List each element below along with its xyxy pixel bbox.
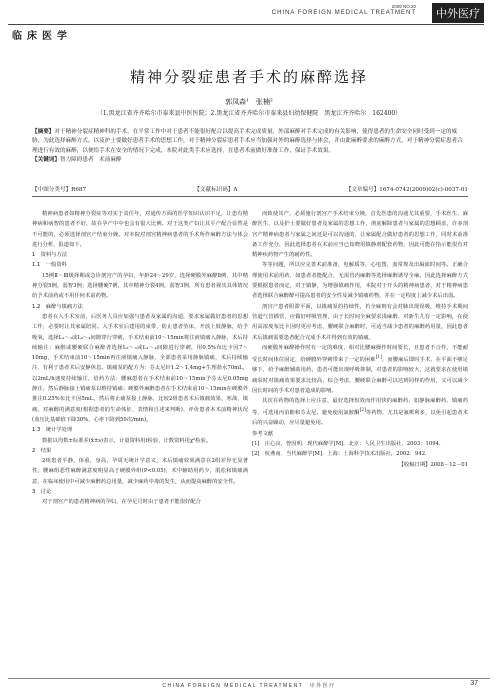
section-label: 临床医学 [12, 31, 72, 42]
body-column-right [252, 209, 468, 470]
article-number: 【文章编号】1674-0742(2009)02(c)-0037-01 [345, 187, 468, 193]
journal-name-en: CHINA FOREIGN MEDICAL TREATMENT [271, 10, 416, 16]
keywords-text: 智力障碍患者 术前麻醉 [59, 157, 122, 164]
section-heading: 1.2 麻醉与镇痛方法 [32, 303, 83, 310]
abstract-block [32, 128, 468, 166]
article-authors: 郭凤森¹ 张楠² [225, 98, 273, 106]
body-paragraph: 数据以均数±标准差(x̄±s)表示，计量资料用t检验，计数资料用χ²检验。 [42, 437, 212, 444]
document-code: 【文献标识码】A [194, 187, 238, 193]
journal-header [0, 0, 498, 40]
body-paragraph: 2组患者平静，体重，身高，孕周无统计学意义，术后镇痛效果满意在2组差异无显著性，腰麻组恶性麻醉满意度明显高于硬膜外组(P<0.05)，术中辅助用药少，肌松和镇痛满意，在临床使用中可减少麻醉药总用量，减少麻药中毒的发生，从而提高麻醉的安全性。 [32, 458, 248, 485]
article-title: 精神分裂症患者手术的麻醉选择 [129, 68, 368, 86]
author-affiliation: （1.黑龙江省齐齐哈尔市泰来县中医医院；2.黑龙江省齐齐哈尔市泰来县妇幼保健院 黑龙江齐齐哈尔 162400） [96, 110, 402, 117]
body-column-left [32, 209, 248, 508]
meta-divider [32, 196, 468, 197]
section-heading: 3 讨论 [32, 489, 52, 496]
section-heading: 1.3 统计学处理 [32, 427, 73, 434]
body-paragraph: 而硬膜外麻醉操作时有一定的难度，相对比腰麻操作时间要长，且患者不合作，不能耐受长时间体位固定，给硬膜外穿刺带来了一定的困难[1]，而腰麻后即时手术，在平面不够足够下，给予麻醉辅助用药，患者可能出现呼吸抑制，对患者的影响较大，这就要求在使用镇痛泵时对镇痛效果要求比较高，综合考虑，腰硬联合麻醉可以达到同样的作用，又可以减少因长时间的手术对患者造成的影响。 [252, 344, 468, 394]
body-paragraph: 剖宫产患者阻滞平面，以镇痛泵的持续性，若全麻则有会对肺出现误吸，维持手术期间管道气管插管，应做好呼吸管理，由于长时间全麻要求浅麻醉，对新生儿有一定影响，在使用高浓度布比卡因时更应考虑，腰硬联合麻醉时，可适当减少患者的麻醉药用量，因此患者术后镇痛需要患者配合完成手术并得到有效的镇痛。 [252, 303, 468, 341]
article-meta [32, 185, 468, 193]
keywords-label: 【关键词】 [32, 157, 60, 164]
body-paragraph: 其次在药物的选择上应注意，最好选择短效而作用快的麻醉药，如静脉麻醉药、镇痛药等，可选用丙泊酚和芬太尼，避免使用氯胺酮[2]等药物，尤其是氟哌利多，以免引起患者术后的兴奋躁动，应尽量避免用。 [252, 398, 468, 427]
body-paragraph: 而致使其产，必须施行剖宫产手术结束分娩，首先医患的沟通尤其重要，手术医生、麻醉医生、以及护士要做好患者及家属的思想工作，彻底解除患者与家属的思想顾虑，许多剖宫产精神病患者与家属之间还是可以沟通的，让家属配合做好患者的思想工作，同时术前准备工作充分，因此选择患者在术前应当已知晓用镇静剂配套药物，因此可能在指示能很有对精神疾药物产生的耐药性。 [252, 211, 468, 259]
clc-number: 【中图分类号】R687 [32, 187, 87, 193]
body-paragraph: 精神病患者如精神分裂症等对实于责任年，对通传方面的医学知识认识不足，让患有精神病和病智的患者不好，故在孕产中中也会有很大比例。对于这类产妇让其平产配合显然是不可能的，必须选择剖宫产结束分娩。对本院对剖宫精神病患者的手术所作麻醉方法与体会进行分析，报道如下。 [32, 211, 248, 248]
body-paragraph: 患者在入手术室前，后医务人员应加强与患者及家属的沟通，要求家属做好患者的思想工作，必要时让其家属陪同。入手术室后建用的束带，防止患者坠床，开放上肢静脉，给予吸氧，选择L₂～₃或L₃～₄间隙穿行穿刺，手术结束前10～15min将注液镇痛入静脉，术后持续输注；麻醉或腰硬联合麻醉者选择L₂～₃或L₃～₄间隙进行穿刺，用0.5%布比卡因7～10mg，手术结束前10～15min再注液镇痛入静脉，全部患者采用静脉镇痛，术后持续输注，有利于患者术后安静休息。镇痛泵的配方为：芬太尼针1.2～1.4mg+生理盐水70mL，以2mL/h速度持续输注，给药方法：腰麻患者在手术结束前10～15min予芬太尼0.05mg 静注，然后静脉接上镇痛泵以维持镇痛；硬膜外麻醉患者在手术结束前10～15min在硬膜外推注0.25%布比卡因5mL，然后将止痛泵接上静脉，比较2组患者术后镇痛效果，寒战、镇痛、对麻醉的满意度(根据患者的生命体征、表情和自述来判断)、评价患者本术前精神状况(血压比基础值下降30%，心率下降到50次/min)。 [32, 313, 248, 423]
reference-item: [1] 庄心良，曾因明．现代麻醉学[M]．北京：人民卫生出版社，2003：1094． [252, 441, 445, 448]
body-paragraph: 15例Ⅱ～Ⅲ级择期或急诊剖宫产的孕妇，年龄24～29岁，选择硬膜外麻醉8例，其中精神分裂5例，弱智3例；选择腰硬7例，其中精神分裂4例，弱智3例，所有患者视其具体情况给予术前药或不用任何术前药物。 [32, 272, 248, 300]
section-heading: 1.1 一般资料 [32, 262, 67, 269]
journal-name-cn: 中外医疗 [432, 3, 484, 23]
body-paragraph: 对于剖宫产的患者精神病的孕妇，在孕足月时由于患者不能很好配合 [42, 499, 201, 506]
footer-journal: CHINA FOREIGN MEDICAL TREATMENT 中外医疗 [162, 683, 336, 689]
header-divider [8, 24, 484, 25]
footer-divider [8, 678, 490, 679]
section-heading: 1 资料与方法 [32, 252, 68, 259]
section-heading: 2 结果 [32, 447, 52, 454]
body-paragraph: 等等问题，所以应完善术前准备，电解质等，心电图，血常规及出凝血时间等。正确合理使用术前用药，如患者者能配合，无需管内麻醉等选择麻醉诱导全麻，因此选择麻醉方式要根据患者而定，对于镇静，为增强镇痛作用，本院对于开头的精神病患者，对于精神病患者选择联合麻醉醉可提高患者的安全性及减少镇痛药物，并在一定程度上减少术后出血。 [252, 262, 468, 300]
page-number: 37 [470, 680, 478, 687]
received-date: 【收稿日期】2008－12－01 [398, 461, 468, 468]
section-heading: 参考文献 [252, 430, 274, 437]
abstract-label: 【摘要】 [32, 129, 55, 135]
issue-date: 2009 NO.20 [391, 4, 416, 9]
abstract-text: 对于精神分裂症精神科的手术，在平常工作中对于患者不能很好配合以提高手术完成质量，外部麻醉对手术完成的有关影响，使得患者的生命安全同时受到一定的威胁。为此选择麻醉方式，以及护士要做好患者手术的思想工作，对于精神分裂症患者手术应当加强对外的麻醉选择与体会，并由此麻醉要求的麻醉方式，对于精神分裂症患者合理进行有效的麻醉，以便给手术在安全的情况下完成，本院对此类手术应选择，在患者术前做好准备工作，保证手术效果。 [32, 129, 463, 154]
reference-item: [2] 杭燕南．当代麻醉学[M]．上海：上海科学技术出版社，2002：942． [252, 451, 431, 458]
